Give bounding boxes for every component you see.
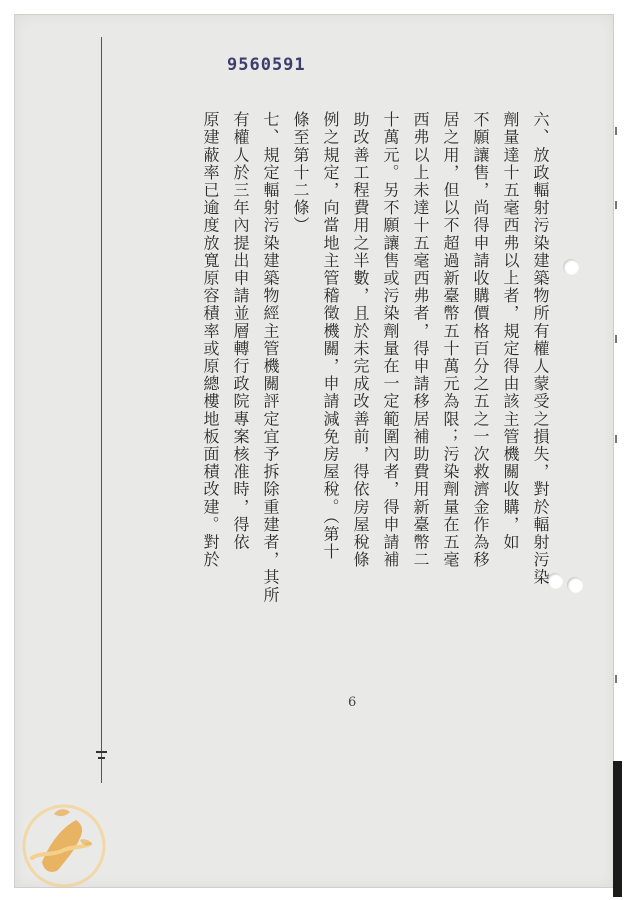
text-column: 條至第十二條） [291,111,310,235]
text-column: 例之規定，向當地主管稽徵機關，申請減免房屋稅。（第十 [321,111,340,561]
document-page [14,14,614,888]
punch-hole [567,577,583,593]
text-column: 七、規定輻射污染建築物經主管機關評定宜予拆除重建者，其所 [261,111,280,604]
document-number: 9560591 [227,55,306,75]
edge-mark [615,675,617,683]
binding-margin-line [101,37,102,783]
text-column: 居之用，但以不超過新臺幣五十萬元為限；污染劑量在五毫 [441,111,460,569]
taiwan-map-seal-icon [18,800,110,890]
text-column: 六、放政輻射污染建築物所有權人蒙受之損失，對於輻射污染 [531,111,550,587]
edge-mark [615,127,617,135]
margin-tick [98,757,105,759]
edge-mark [615,435,617,443]
text-column: 劑量達十五毫西弗以上者，規定得由該主管機關收購，如 [501,111,520,551]
text-column: 不願讓售，尚得申請收購價格百分之五之一次救濟金作為移 [471,111,490,569]
edge-mark [615,201,617,209]
text-column: 十萬元。另不願讓售或污染劑量在一定範圍內者，得申請補 [381,111,400,569]
text-column: 助改善工程費用之半數，且於未完成改善前，得依房屋稅條 [351,111,370,569]
text-column: 西弗以上未達十五毫西弗者，得申請移居補助費用新臺幣二 [411,111,430,569]
scan-edge-bar [613,761,622,897]
text-column: 原建蔽率已逾度放寬原容積率或原總樓地板面積改建。對於 [201,111,220,569]
edge-mark [615,335,617,343]
punch-hole [563,259,579,275]
vertical-body-text [155,111,555,691]
page-number: 6 [348,695,357,710]
text-column: 有權人於三年內提出申請並層轉行政院專案核准時，得依 [231,111,250,551]
margin-tick [96,751,107,753]
